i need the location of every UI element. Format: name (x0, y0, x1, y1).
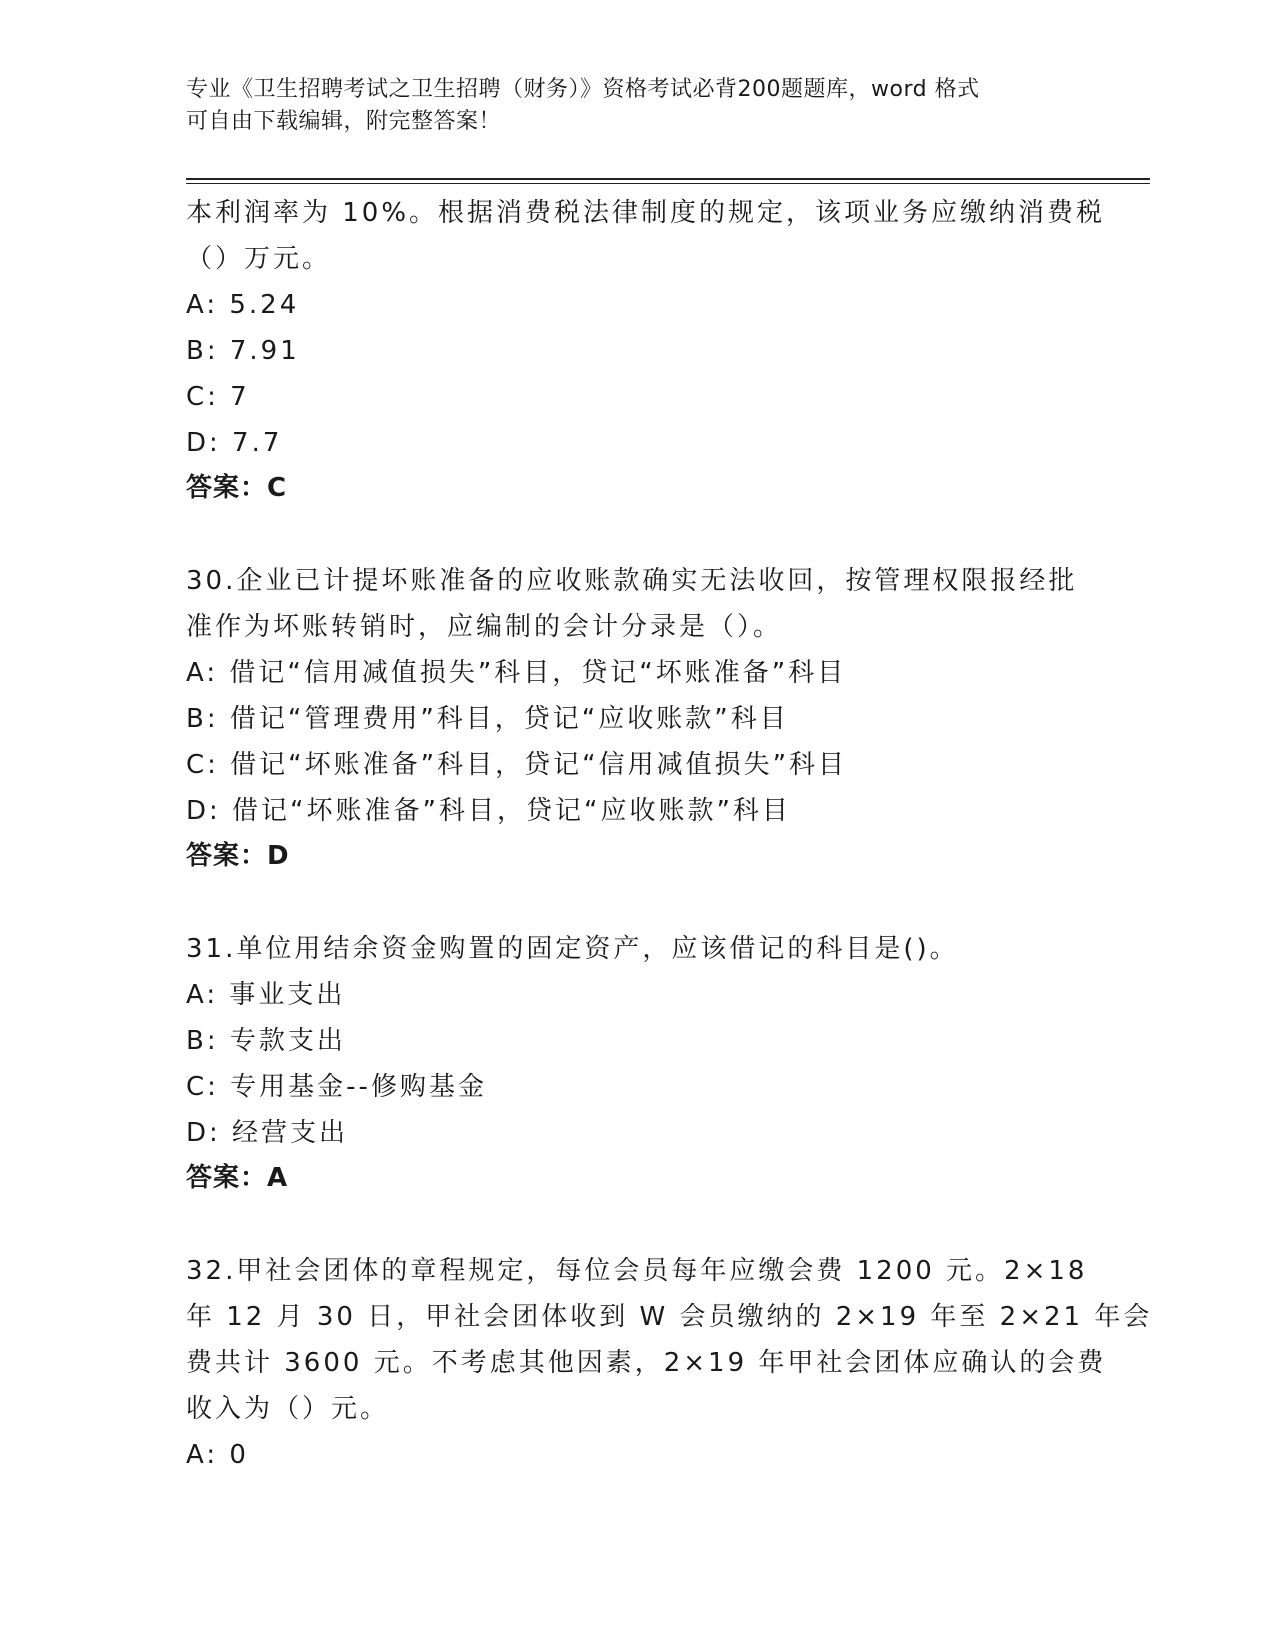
spacer (186, 878, 1086, 926)
question-32 (186, 1248, 1153, 1478)
question-text: 本利润率为 10%。根据消费税法律制度的规定，该项业务应缴纳消费税 (186, 198, 1106, 228)
option-c: C: 7 (186, 382, 250, 412)
option-a: A: 借记“信用减值损失”科目，贷记“坏账准备”科目 (186, 658, 847, 688)
question-text: 收入为（）元。 (186, 1394, 390, 1424)
option-c: C: 专用基金--修购基金 (186, 1072, 487, 1102)
question-text: 费共计 3600 元。不考虑其他因素，2×19 年甲社会团体应确认的会费 (186, 1348, 1107, 1378)
option-b: B: 专款支出 (186, 1026, 346, 1056)
option-a: A: 事业支出 (186, 980, 346, 1010)
question-list (186, 190, 1153, 1478)
option-b: B: 7.91 (186, 336, 300, 366)
option-d: D: 借记“坏账准备”科目，贷记“应收账款”科目 (186, 796, 791, 826)
question-text: 年 12 月 30 日，甲社会团体收到 W 会员缴纳的 2×19 年至 2×21 年会 (186, 1302, 1153, 1332)
spacer (186, 1200, 1086, 1248)
question-text: （）万元。 (186, 244, 332, 274)
option-b: B: 借记“管理费用”科目，贷记“应收账款”科目 (186, 704, 789, 734)
question-text: 32.甲社会团体的章程规定，每位会员每年应缴会费 1200 元。2×18 (186, 1256, 1088, 1286)
question-29 (186, 190, 1106, 510)
spacer (186, 510, 1086, 558)
option-a: A: 0 (186, 1440, 249, 1470)
option-d: D: 7.7 (186, 428, 283, 458)
question-31 (186, 926, 1086, 1200)
answer: 答案：A (186, 1163, 289, 1193)
question-text: 30.企业已计提坏账准备的应收账款确实无法收回，按管理权限报经批 (186, 566, 1078, 596)
option-a: A: 5.24 (186, 290, 300, 320)
header-line-1: 专业《卫生招聘考试之卫生招聘（财务）》资格考试必背200题题库，word 格式 (186, 77, 980, 102)
answer: 答案：D (186, 841, 290, 871)
header-line-2: 可自由下载编辑，附完整答案！ (186, 109, 502, 134)
option-d: D: 经营支出 (186, 1118, 349, 1148)
header-divider (186, 178, 1150, 184)
question-text: 31.单位用结余资金购置的固定资产，应该借记的科目是()。 (186, 934, 959, 964)
question-text: 准作为坏账转销时，应编制的会计分录是（）。 (186, 612, 783, 642)
option-c: C: 借记“坏账准备”科目，贷记“信用减值损失”科目 (186, 750, 848, 780)
answer: 答案：C (186, 473, 288, 503)
page-header (186, 74, 1086, 138)
question-30 (186, 558, 1086, 878)
